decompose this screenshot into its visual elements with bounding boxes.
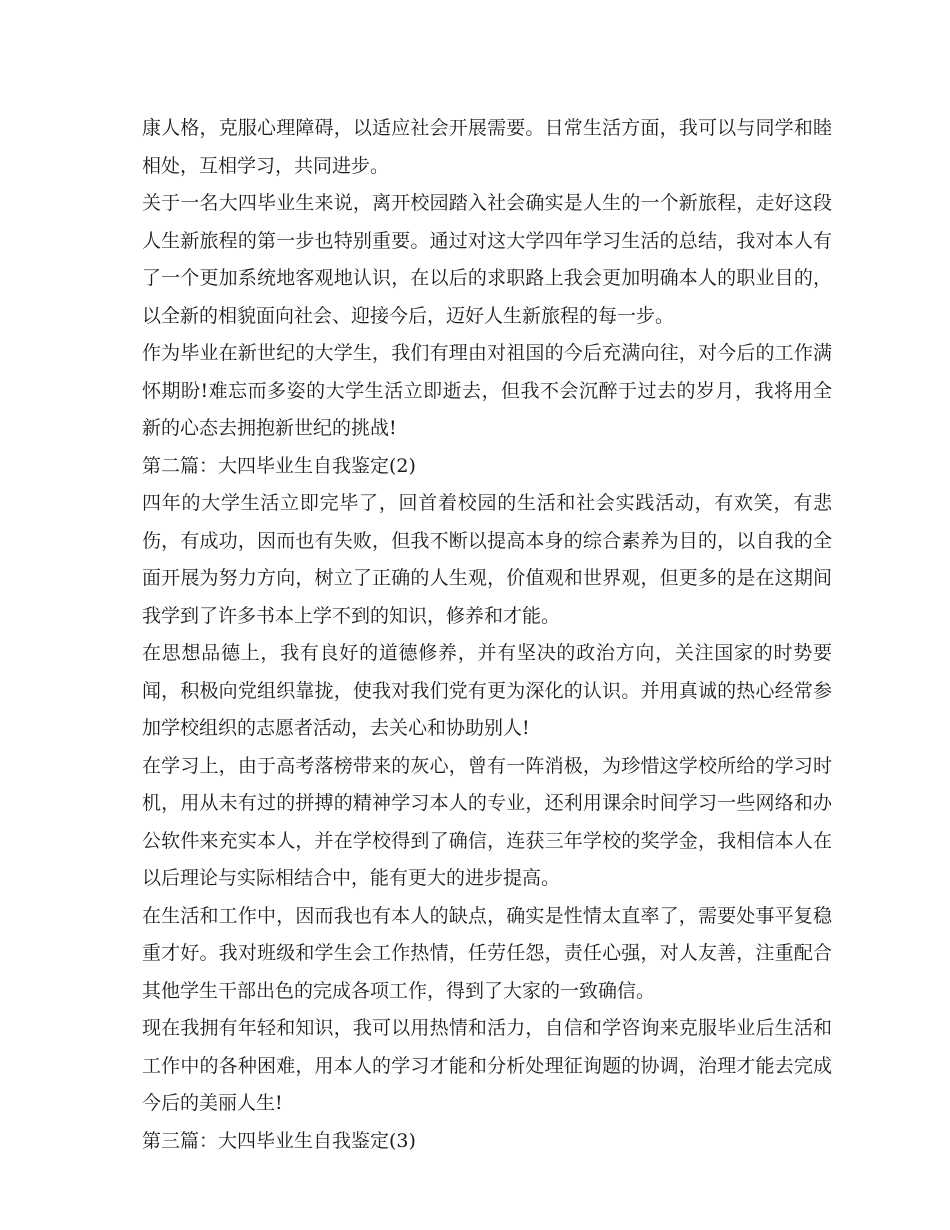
section-heading-2: 第二篇：大四毕业生自我鉴定(2) — [142, 454, 416, 477]
document-body — [142, 110, 832, 1160]
paragraph-four-years: 四年的大学生活立即完毕了，回首着校园的生活和社会实践活动，有欢笑，有悲伤，有成功，因而也有失败，但我不断以提高本身的综合素养为目的，以自我的全面开展为努力方向，树立了正确的人生观，价值观和世界观，但更多的是在这期间我学到了许多书本上学不到的知识，修养和才能。 — [142, 492, 832, 627]
paragraph-study: 在学习上，由于高考落榜带来的灰心，曾有一阵消极，为珍惜这学校所给的学习时机，用从未有过的拼搏的精神学习本人的专业，还利用课余时间学习一些网络和办公软件来充实本人，并在学校得到了确信，连获三年学校的奖学金，我相信本人在以后理论与实际相结合中，能有更大的进步提高。 — [142, 754, 832, 889]
paragraph-moral: 在思想品德上，我有良好的道德修养，并有坚决的政治方向，关注国家的时势要闻，积极向党组织靠拢，使我对我们党有更为深化的认识。并用真诚的热心经常参加学校组织的志愿者活动，去关心和协助别人! — [142, 642, 832, 739]
paragraph-new-journey: 关于一名大四毕业生来说，离开校园踏入社会确实是人生的一个新旅程，走好这段人生新旅程的第一步也特别重要。通过对这大学四年学习生活的总结，我对本人有了一个更加系统地客观地认识，在以后的求职路上我会更加明确本人的职业目的，以全新的相貌面向社会、迎接今后，迈好人生新旅程的每一步。 — [142, 192, 832, 327]
section-heading-3: 第三篇：大四毕业生自我鉴定(3) — [142, 1129, 416, 1152]
paragraph-new-century: 作为毕业在新世纪的大学生，我们有理由对祖国的今后充满向往，对今后的工作满怀期盼!难忘而多姿的大学生活立即逝去，但我不会沉醉于过去的岁月，我将用全新的心态去拥抱新世纪的挑战! — [142, 342, 832, 439]
paragraph-continuation: 康人格，克服心理障碍，以适应社会开展需要。日常生活方面，我可以与同学和睦相处，互相学习，共同进步。 — [142, 117, 832, 177]
paragraph-future: 现在我拥有年轻和知识，我可以用热情和活力，自信和学咨询来克服毕业后生活和工作中的各种困难，用本人的学习才能和分析处理征询题的协调，治理才能去完成今后的美丽人生! — [142, 1017, 832, 1114]
paragraph-life-work: 在生活和工作中，因而我也有本人的缺点，确实是性情太直率了，需要处事平复稳重才好。我对班级和学生会工作热情，任劳任怨，责任心强，对人友善，注重配合其他学生干部出色的完成各项工作，得到了大家的一致确信。 — [142, 904, 832, 1002]
